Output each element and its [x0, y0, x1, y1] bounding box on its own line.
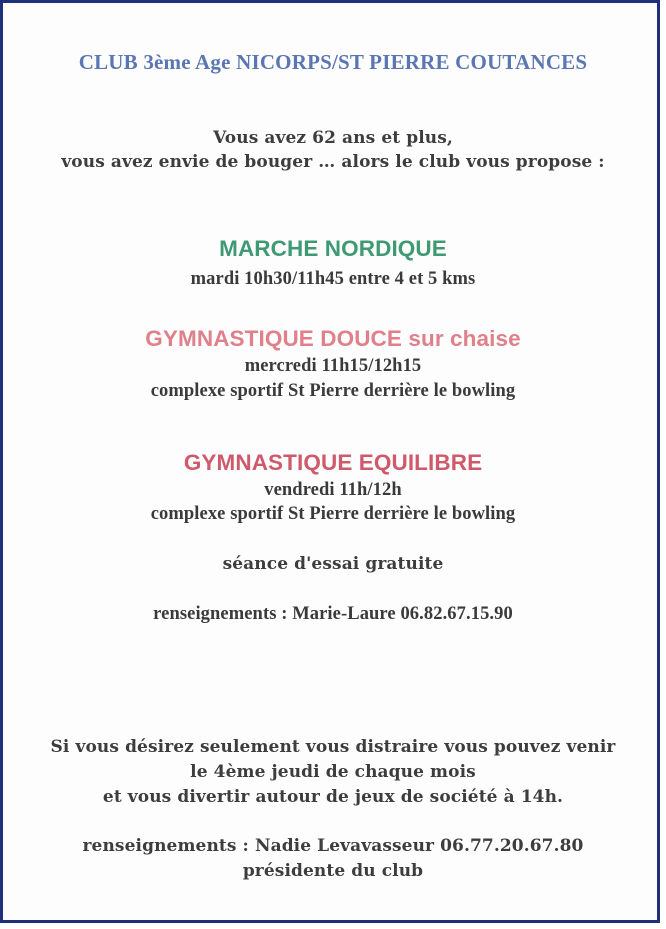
trial-session-text: séance d'essai gratuite	[222, 554, 444, 574]
activity-schedule-gym-equilibre: vendredi 11h/12h	[264, 480, 402, 500]
president-label: présidente du club	[242, 861, 424, 881]
activity-schedule-gym-douce: mercredi 11h15/12h15	[244, 356, 422, 376]
games-line-2: le 4ème jeudi de chaque mois	[190, 762, 476, 782]
activity-location-gym-douce: complexe sportif St Pierre derrière le bowling	[150, 381, 516, 401]
contact-nadie-levavasseur: renseignements : Nadie Levavasseur 06.77.20.67.80	[82, 836, 584, 856]
intro-line-1: Vous avez 62 ans et plus,	[213, 128, 453, 148]
activity-location-gym-equilibre: complexe sportif St Pierre derrière le bowling	[150, 504, 516, 524]
activity-heading-marche-nordique: MARCHE NORDIQUE	[219, 236, 447, 261]
activity-schedule-marche-nordique: mardi 10h30/11h45 entre 4 et 5 kms	[190, 269, 476, 289]
intro-line-2: vous avez envie de bouger … alors le club vous propose :	[61, 152, 605, 172]
contact-marie-laure: renseignements : Marie-Laure 06.82.67.15.90	[153, 604, 513, 624]
games-line-1: Si vous désirez seulement vous distraire vous pouvez venir	[50, 737, 616, 757]
games-line-3: et vous divertir autour de jeux de société à 14h.	[102, 787, 564, 807]
activity-heading-gym-equilibre: GYMNASTIQUE EQUILIBRE	[183, 450, 483, 475]
club-title: CLUB 3ème Age NICORPS/ST PIERRE COUTANCES	[78, 50, 588, 74]
activity-heading-gym-douce: GYMNASTIQUE DOUCE sur chaise	[145, 326, 521, 351]
